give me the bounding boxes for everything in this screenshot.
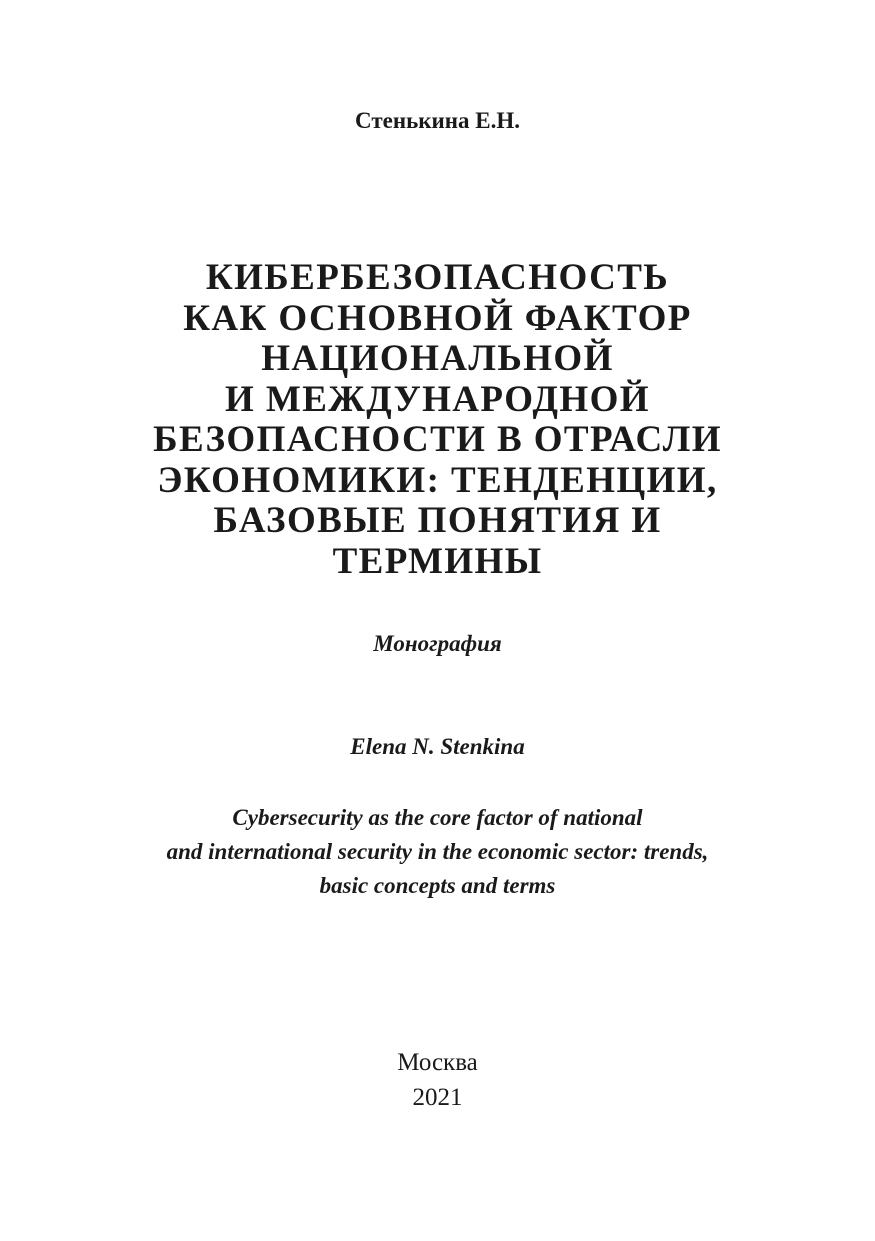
title-en-line-3: basic concepts and terms: [319, 873, 556, 898]
book-title-en: [0, 801, 875, 903]
title-ru-line-3: НАЦИОНАЛЬНОЙ: [261, 338, 614, 379]
title-ru-line-5: БЕЗОПАСНОСТИ В ОТРАСЛИ: [153, 419, 722, 460]
book-title-ru: [0, 258, 875, 582]
title-en-line-2: and international security in the economic sector: trends,: [166, 839, 709, 864]
title-ru-line-7: БАЗОВЫЕ ПОНЯТИЯ И: [213, 500, 662, 541]
title-en-line-1: Cybersecurity as the core factor of national: [232, 805, 643, 830]
title-ru-line-6: ЭКОНОМИКИ: ТЕНДЕНЦИИ,: [157, 459, 718, 501]
imprint-city: Москва: [397, 1049, 478, 1076]
title-ru-line-1: КИБЕРБЕЗОПАСНОСТЬ: [205, 257, 670, 298]
title-ru-line-8: ТЕРМИНЫ: [332, 540, 543, 582]
title-ru-line-2: КАК ОСНОВНОЙ ФАКТОР: [183, 297, 692, 339]
author-name-en: Elena N. Stenkina: [350, 734, 525, 759]
book-genre-ru: Монография: [373, 631, 502, 656]
title-ru-line-4: И МЕЖДУНАРОДНОЙ: [225, 378, 650, 420]
imprint: [0, 1045, 875, 1115]
imprint-year: 2021: [412, 1084, 463, 1111]
author-name-ru: Стенькина Е.Н.: [355, 108, 520, 133]
